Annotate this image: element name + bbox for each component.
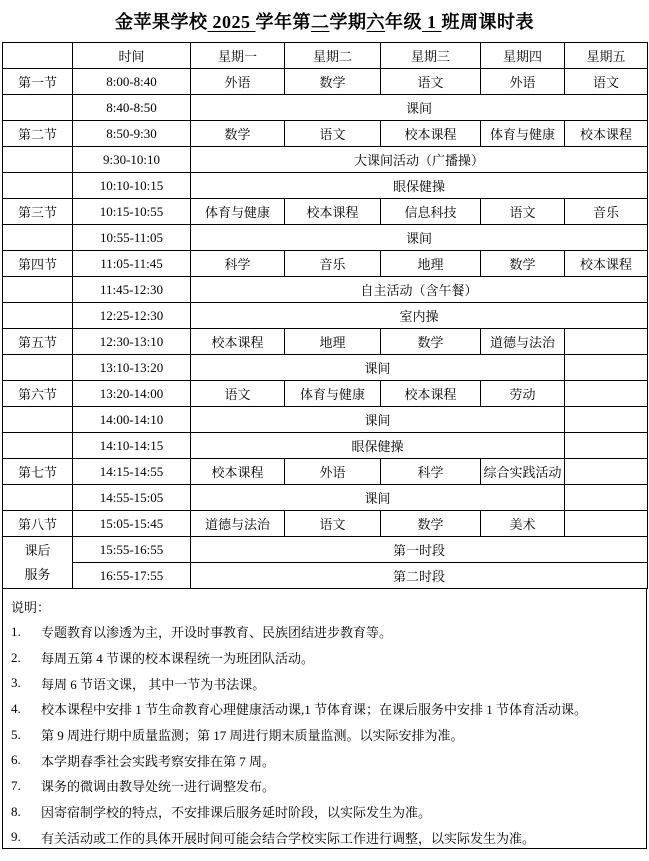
time-cell: 13:20-14:00 (73, 381, 191, 407)
class-cell: 体育与健康 (285, 381, 381, 407)
notes-section (2, 589, 647, 849)
class-cell: 语文 (191, 381, 285, 407)
title-part: 班周课时表 (441, 12, 534, 32)
activity-span-cell: 课间 (191, 407, 565, 433)
weekly-timetable (2, 42, 648, 589)
time-cell: 16:55-17:55 (73, 563, 191, 589)
note-text: 课务的微调由教导处统一进行调整发布。 (41, 779, 276, 795)
table-row (3, 381, 648, 407)
note-number: 5. (11, 726, 21, 742)
day-column-header: 星期一 (191, 43, 285, 69)
class-cell: 校本课程 (565, 121, 648, 147)
table-row (3, 511, 648, 537)
class-cell: 科学 (191, 251, 285, 277)
note-item (11, 799, 640, 825)
class-cell: 地理 (381, 251, 481, 277)
section-cell: 第三节 (3, 199, 73, 225)
note-number: 7. (11, 777, 21, 793)
time-cell: 11:45-12:30 (73, 277, 191, 303)
class-cell: 校本课程 (565, 251, 648, 277)
section-cell (3, 355, 73, 381)
note-item (11, 773, 640, 799)
class-cell: 外语 (285, 459, 381, 485)
class-cell: 劳动 (481, 381, 565, 407)
time-cell: 8:50-9:30 (73, 121, 191, 147)
class-cell: 数学 (481, 251, 565, 277)
class-cell: 数学 (191, 121, 285, 147)
table-row (3, 303, 648, 329)
class-cell: 校本课程 (191, 459, 285, 485)
section-cell (3, 407, 73, 433)
time-cell: 14:00-14:10 (73, 407, 191, 433)
time-column-header: 时间 (73, 43, 191, 69)
time-cell: 15:55-16:55 (73, 537, 191, 563)
class-cell: 综合实践活动 (481, 459, 565, 485)
class-cell: 校本课程 (285, 199, 381, 225)
time-cell: 10:15-10:55 (73, 199, 191, 225)
table-row (3, 95, 648, 121)
empty-class-cell (565, 381, 648, 407)
note-text: 专题教育以渗透为主，开设时事教育、民族团结进步教育等。 (41, 625, 393, 641)
note-number: 3. (11, 675, 21, 691)
title-underlined-part: 二 (311, 12, 330, 32)
class-cell: 数学 (285, 69, 381, 95)
class-cell: 外语 (191, 69, 285, 95)
section-cell: 第七节 (3, 459, 73, 485)
class-cell: 外语 (481, 69, 565, 95)
class-cell: 校本课程 (191, 329, 285, 355)
table-row (3, 407, 648, 433)
note-number: 1. (11, 623, 21, 639)
section-cell (3, 173, 73, 199)
table-row (3, 251, 648, 277)
section-cell (3, 277, 73, 303)
table-row (3, 69, 648, 95)
table-row (3, 355, 648, 381)
note-number: 4. (11, 700, 21, 716)
class-cell: 校本课程 (381, 121, 481, 147)
section-cell (3, 225, 73, 251)
title-underlined-part: 六 (366, 12, 385, 32)
class-cell: 地理 (285, 329, 381, 355)
time-cell: 11:05-11:45 (73, 251, 191, 277)
time-cell: 12:30-13:10 (73, 329, 191, 355)
table-row (3, 225, 648, 251)
empty-class-cell (565, 407, 648, 433)
table-row (3, 329, 648, 355)
title-part: 学年第 (255, 12, 311, 32)
table-row (3, 147, 648, 173)
note-text: 每周 6 节语文课， 其中一节为书法课。 (41, 676, 266, 692)
class-cell: 音乐 (285, 251, 381, 277)
table-row (3, 199, 648, 225)
class-cell: 体育与健康 (191, 199, 285, 225)
table-row (3, 121, 648, 147)
note-item (11, 747, 640, 773)
table-row (3, 537, 648, 563)
activity-span-cell: 第一时段 (191, 537, 648, 563)
section-cell (3, 303, 73, 329)
note-item (11, 619, 640, 645)
notes-list (11, 619, 640, 850)
class-cell: 校本课程 (381, 381, 481, 407)
day-column-header: 星期三 (381, 43, 481, 69)
time-cell: 12:25-12:30 (73, 303, 191, 329)
empty-class-cell (565, 355, 648, 381)
table-row (3, 277, 648, 303)
time-cell: 13:10-13:20 (73, 355, 191, 381)
empty-class-cell (565, 511, 648, 537)
table-row (3, 563, 648, 589)
page-title (2, 0, 647, 42)
empty-class-cell (565, 459, 648, 485)
time-cell: 10:55-11:05 (73, 225, 191, 251)
class-cell: 音乐 (565, 199, 648, 225)
title-underlined-part: 1 (422, 12, 442, 32)
corner-header-cell (3, 43, 73, 69)
note-number: 6. (11, 752, 21, 768)
section-cell (3, 147, 73, 173)
activity-span-cell: 课间 (191, 355, 565, 381)
class-cell: 美术 (481, 511, 565, 537)
class-cell: 语文 (565, 69, 648, 95)
section-label: 课后服务 (24, 542, 51, 582)
note-text: 有关活动或工作的具体开展时间可能会结合学校实际工作进行调整，以实际发生为准。 (41, 830, 536, 846)
time-cell: 10:10-10:15 (73, 173, 191, 199)
title-underlined-part: 2025 (207, 12, 256, 32)
section-cell: 第一节 (3, 69, 73, 95)
day-column-header: 星期五 (565, 43, 648, 69)
note-item (11, 722, 640, 748)
time-cell: 8:40-8:50 (73, 95, 191, 121)
activity-span-cell: 眼保健操 (191, 173, 648, 199)
section-cell: 第六节 (3, 381, 73, 407)
activity-span-cell: 自主活动（含午餐） (191, 277, 648, 303)
class-cell: 信息科技 (381, 199, 481, 225)
empty-class-cell (565, 433, 648, 459)
time-cell: 9:30-10:10 (73, 147, 191, 173)
notes-title: 说明： (11, 600, 51, 615)
day-column-header: 星期四 (481, 43, 565, 69)
section-cell (3, 95, 73, 121)
table-row (3, 485, 648, 511)
note-item (11, 696, 640, 722)
note-item (11, 825, 640, 851)
class-cell: 语文 (285, 511, 381, 537)
note-number: 8. (11, 803, 21, 819)
empty-class-cell (565, 329, 648, 355)
note-number: 9. (11, 829, 21, 845)
note-number: 2. (11, 649, 21, 665)
class-cell: 数学 (381, 511, 481, 537)
title-part: 金苹果学校 (115, 12, 208, 32)
section-cell (3, 433, 73, 459)
empty-class-cell (565, 485, 648, 511)
time-cell: 14:10-14:15 (73, 433, 191, 459)
note-text: 因寄宿制学校的特点，不安排课后服务延时阶段，以实际发生为准。 (41, 805, 432, 821)
table-row (3, 459, 648, 485)
section-cell (3, 537, 73, 589)
class-cell: 数学 (381, 329, 481, 355)
class-cell: 体育与健康 (481, 121, 565, 147)
note-item (11, 645, 640, 671)
class-cell: 语文 (381, 69, 481, 95)
title-part: 年级 (385, 12, 422, 32)
day-column-header: 星期二 (285, 43, 381, 69)
header-row (3, 43, 648, 69)
activity-span-cell: 第二时段 (191, 563, 648, 589)
title-part: 学期 (329, 12, 367, 32)
activity-span-cell: 室内操 (191, 303, 648, 329)
time-cell: 14:15-14:55 (73, 459, 191, 485)
section-cell: 第四节 (3, 251, 73, 277)
note-text: 本学期春季社会实践考察安排在第 7 周。 (41, 753, 276, 769)
activity-span-cell: 课间 (191, 95, 648, 121)
class-cell: 道德与法治 (481, 329, 565, 355)
time-cell: 15:05-15:45 (73, 511, 191, 537)
section-cell: 第八节 (3, 511, 73, 537)
table-row (3, 173, 648, 199)
class-cell: 语文 (481, 199, 565, 225)
note-item (11, 670, 640, 696)
note-text: 第 9 周进行期中质量监测；第 17 周进行期末质量监测。以实际安排为准。 (41, 728, 464, 744)
table-row (3, 433, 648, 459)
class-cell: 道德与法治 (191, 511, 285, 537)
activity-span-cell: 大课间活动（广播操） (191, 147, 648, 173)
activity-span-cell: 眼保健操 (191, 433, 565, 459)
section-cell: 第二节 (3, 121, 73, 147)
class-cell: 科学 (381, 459, 481, 485)
class-cell: 语文 (285, 121, 381, 147)
note-text: 校本课程中安排 1 节生命教育心理健康活动课,1 节体育课；在课后服务中安排 1 节体育活动课。 (41, 702, 588, 718)
activity-span-cell: 课间 (191, 225, 648, 251)
section-cell (3, 485, 73, 511)
section-cell: 第五节 (3, 329, 73, 355)
time-cell: 14:55-15:05 (73, 485, 191, 511)
note-text: 每周五第 4 节课的校本课程统一为班团队活动。 (41, 651, 315, 667)
activity-span-cell: 课间 (191, 485, 565, 511)
time-cell: 8:00-8:40 (73, 69, 191, 95)
